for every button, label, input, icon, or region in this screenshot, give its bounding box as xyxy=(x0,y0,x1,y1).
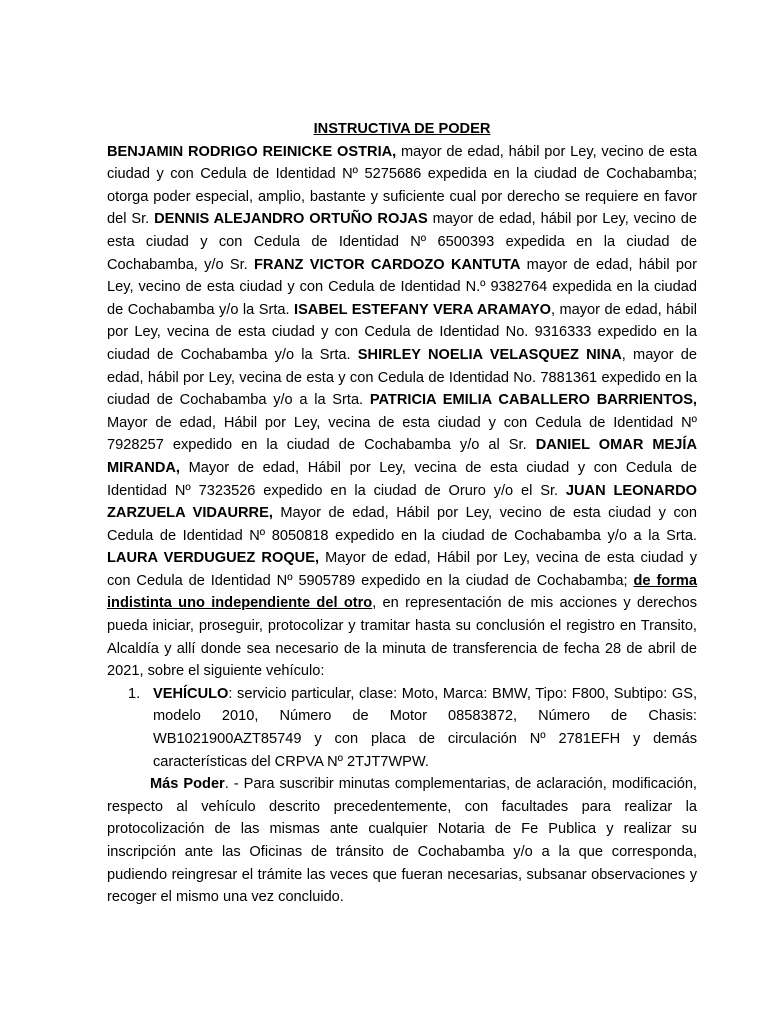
paragraph-text: mayor de edad, hábil por Ley, vecino de esta ciudad y con Cedula de Identidad N.º 9382764 expedida en la ciudad de Cochabamba y/o la Srta. xyxy=(107,256,698,318)
list-number: 1. xyxy=(128,685,141,702)
paragraph-text: mayor de edad, hábil por Ley, vecino de esta ciudad y con Cedula de Identidad Nº 6500393 expedida en la ciudad de Cochabamba, y/o Sr. xyxy=(107,211,697,273)
more-power-label: Más Poder xyxy=(150,776,225,793)
paragraph-text: mayor de edad, hábil por Ley, vecino de esta ciudad y con Cedula de Identidad Nº 5275686 expedida en la ciudad de Cochabamba; otorga poder especial, amplio, bastante y suficiente cual por derecho se requiere en favor del Sr. xyxy=(107,143,697,228)
vehicle-description: : servicio particular, clase: Moto, Marca: BMW, Tipo: F800, Subtipo: GS, modelo 2010, Número de Motor 08583872, Número de Chasis: WB1021900AZT85749 y con placa de circulación Nº 2781EFH y demás características del CRPVA Nº 2TJT7WPW. xyxy=(153,685,697,770)
paragraph-text: Mayor de edad, Hábil por Ley, vecina de esta ciudad y con Cedula de Identidad Nº 7928257 expedido en la ciudad de Cochabamba y/o al Sr. xyxy=(107,414,697,454)
attorney-name: ISABEL ESTEFANY VERA ARAMAYO xyxy=(294,301,551,318)
paragraph-grant xyxy=(107,141,697,683)
attorney-name: DENNIS ALEJANDRO ORTUÑO ROJAS xyxy=(154,211,428,228)
attorney-name: FRANZ VICTOR CARDOZO KANTUTA xyxy=(254,256,521,273)
attorney-name: LAURA VERDUGUEZ ROQUE, xyxy=(107,550,320,567)
list-item-body xyxy=(153,683,697,773)
paragraph-text: . - Para suscribir minutas complementarias, de aclaración, modificación, respecto al vehículo descrito precedentemente, con facultades para realizar la protocolización de las mismas ante cualquier Notaria de Fe Publica y realizar su inscripción ante las Oficinas de tránsito de Cochabamba y/o a la que corresponda, pudiendo reingresar el trámite las veces que fueran necesarias, subsanar observaciones y recoger el mismo una vez concluido. xyxy=(107,776,697,906)
paragraph-more-power xyxy=(107,773,697,909)
paragraph-text: , en representación de mis acciones y derechos pueda iniciar, proseguir, protocolizar y tramitar hasta su conclusión el registro en Transito, Alcaldía y allí donde sea necesario de la minuta de transferencia de fecha 28 de abril de 2021, sobre el siguiente vehículo: xyxy=(107,595,697,680)
underlined-clause: de forma indistinta uno independiente del otro xyxy=(107,572,697,612)
grantor-name: BENJAMIN RODRIGO REINICKE OSTRIA, xyxy=(107,143,397,160)
list-item-vehicle xyxy=(107,683,697,773)
attorney-name: SHIRLEY NOELIA VELASQUEZ NINA xyxy=(357,346,622,363)
paragraph-text: Mayor de edad, Hábil por Ley, vecina de esta ciudad y con Cedula de Identidad Nº 7323526 expedido en la ciudad de Oruro y/o el Sr. xyxy=(107,459,697,499)
document-title: INSTRUCTIVA DE PODER xyxy=(313,121,491,137)
paragraph-text: Mayor de edad, Hábil por Ley, vecino de esta ciudad y con Cedula de Identidad Nº 8050818 expedido en la ciudad de Cochabamba y/o a la Srta. xyxy=(107,505,698,544)
attorney-name: DANIEL OMAR MEJÍA MIRANDA, xyxy=(107,437,697,476)
paragraph-text: , mayor de edad, hábil por Ley, vecina de esta ciudad y con Cedula de Identidad No. 9316333 expedido en la ciudad de Cochabamba y/o la Srta. xyxy=(107,301,697,363)
paragraph-text: , mayor de edad, hábil por Ley, vecina de esta y con Cedula de Identidad No. 7881361 expedido en la ciudad de Cochabamba y/o a la Srta. xyxy=(107,346,697,409)
attorney-name: PATRICIA EMILIA CABALLERO BARRIENTOS, xyxy=(369,392,697,409)
vehicle-label: VEHÍCULO xyxy=(153,685,229,702)
document-page xyxy=(107,118,697,909)
paragraph-text: Mayor de edad, Hábil por Ley, vecina de esta ciudad y con Cedula de Identidad Nº 5905789 expedido en la ciudad de Cochabamba; xyxy=(107,550,697,589)
attorney-name: JUAN LEONARDO ZARZUELA VIDAURRE, xyxy=(107,482,697,522)
